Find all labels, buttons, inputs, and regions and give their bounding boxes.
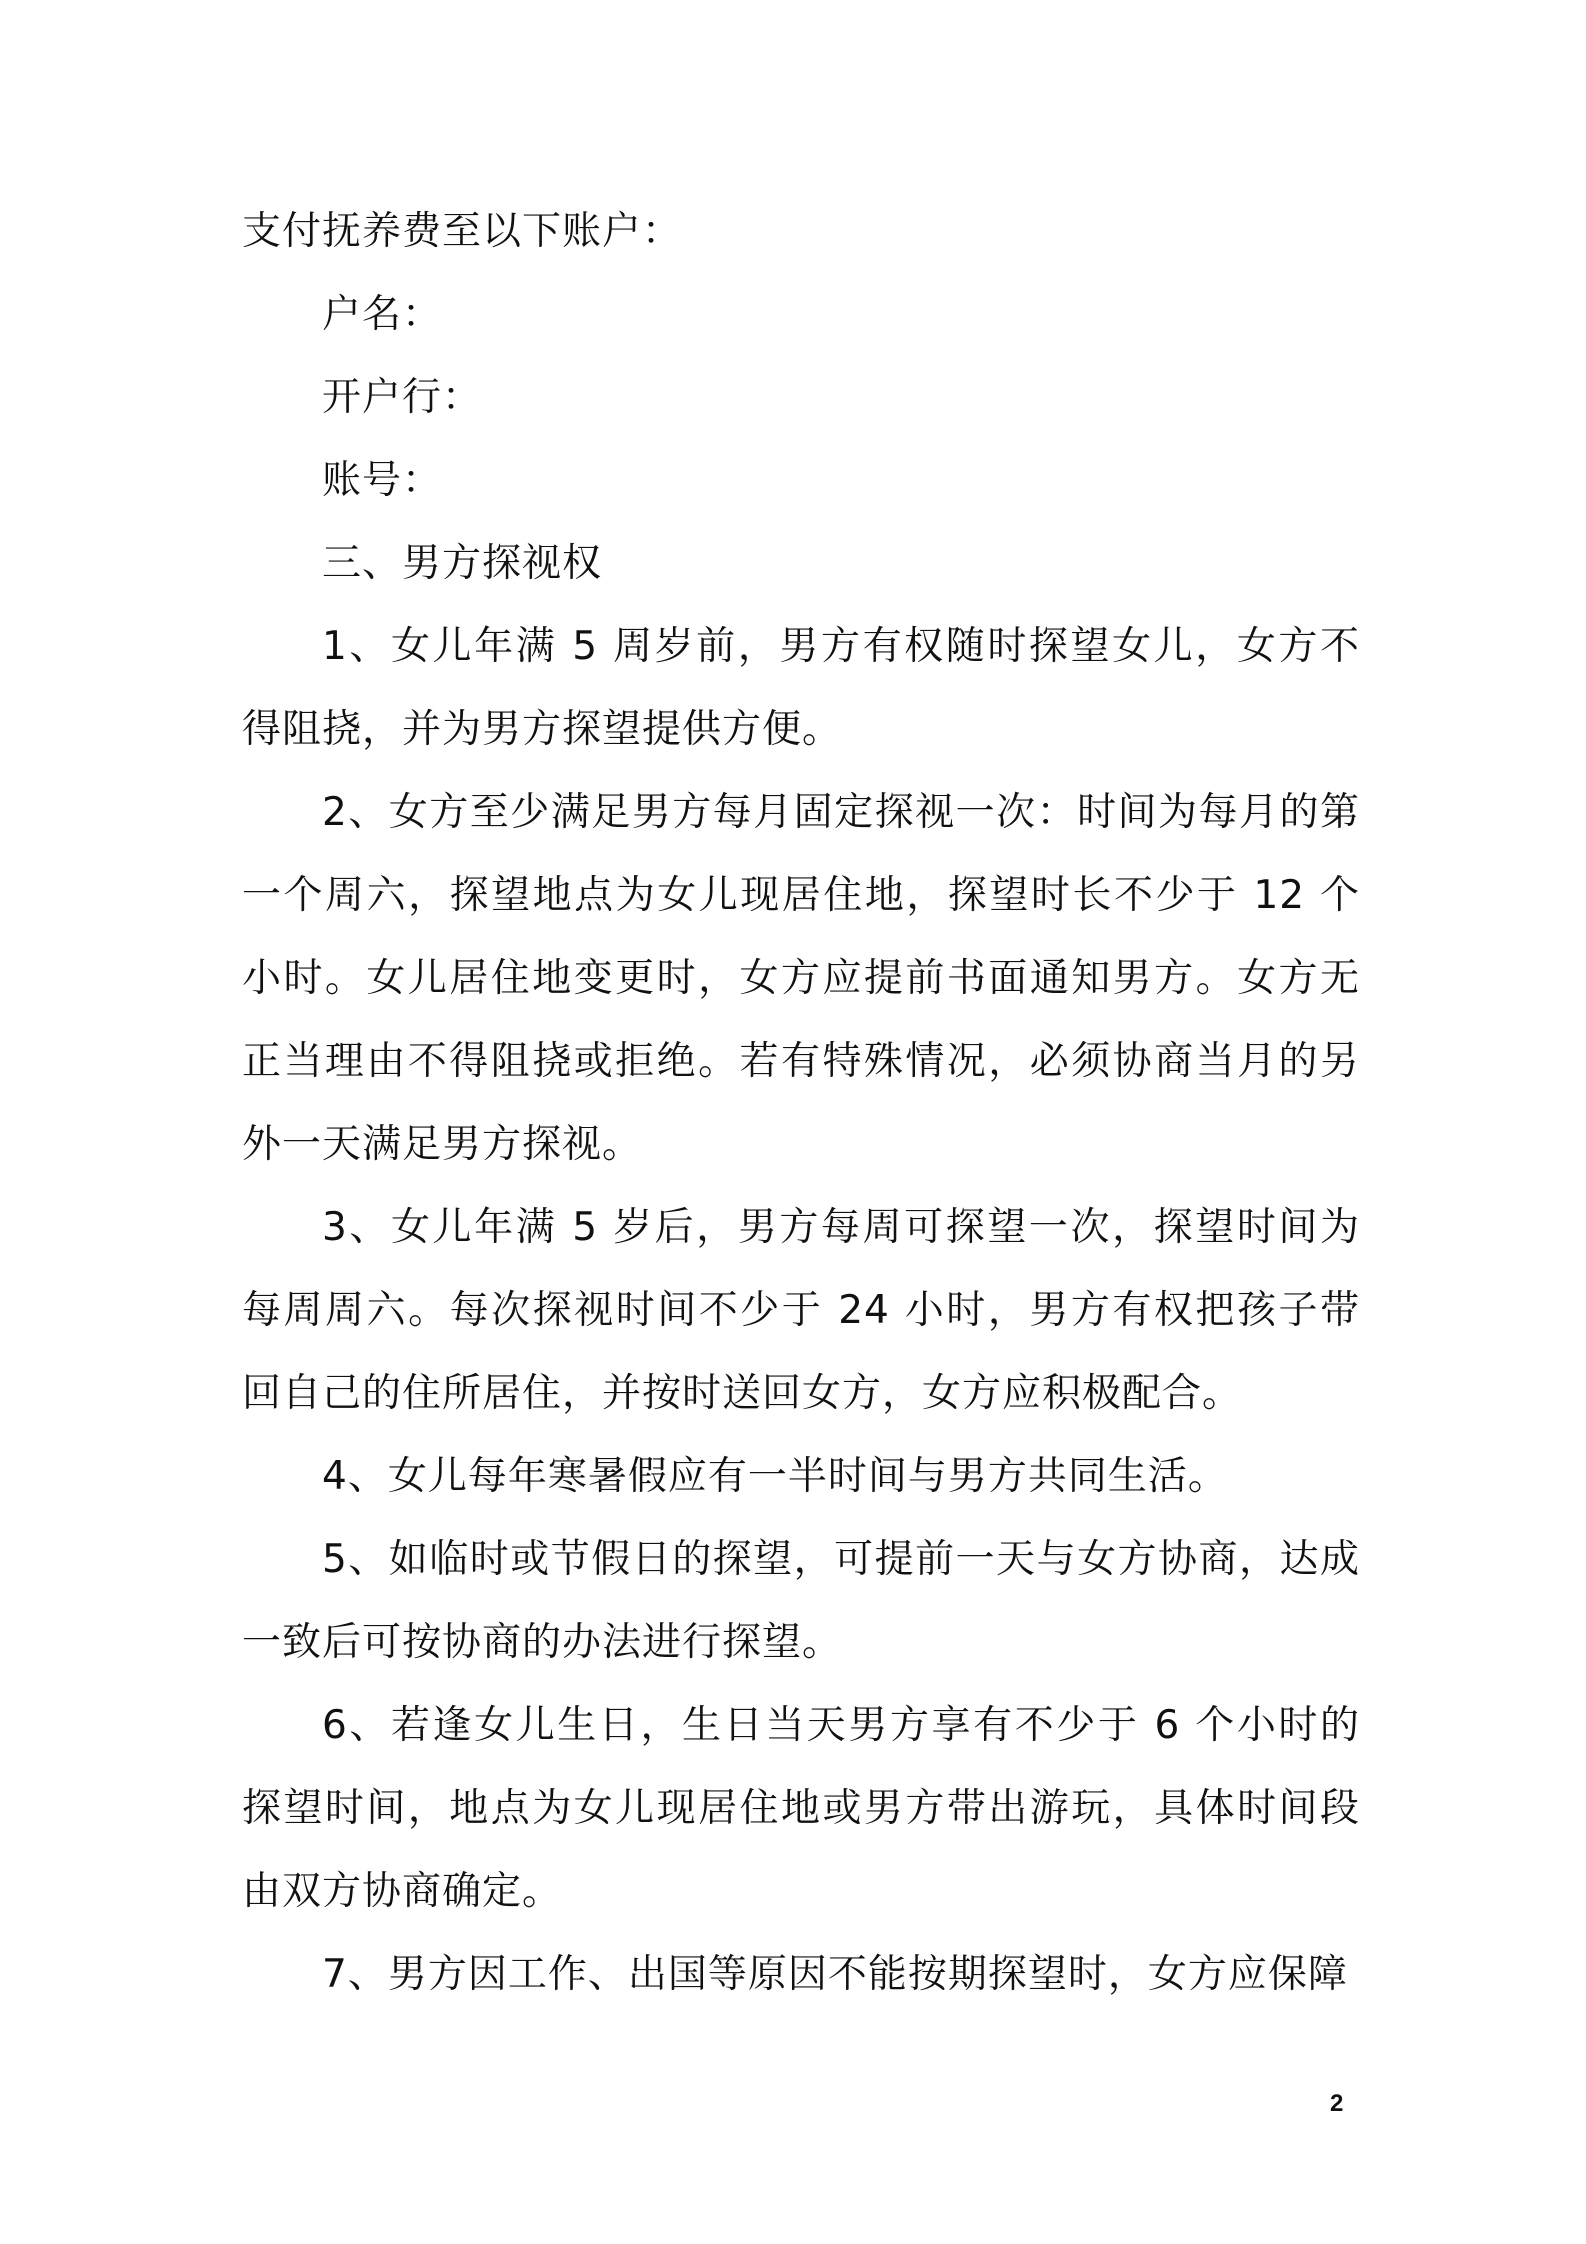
clause-3: 3、女儿年满 5 岁后，男方每周可探望一次，探望时间为每周周六。每次探视时间不少于 24 小时，男方有权把孩子带回自己的住所居住，并按时送回女方，女方应积极配合。 [242,1205,1360,1416]
section-heading-visitation: 三、男方探视权 [322,541,603,586]
clause-7: 7、男方因工作、出国等原因不能按期探望时，女方应保障 [322,1952,1348,1997]
clause-4: 4、女儿每年寒暑假应有一半时间与男方共同生活。 [322,1454,1228,1499]
account-name-line: 户名： [322,292,443,337]
account-number-line: 账号： [322,458,443,503]
clause-1: 1、女儿年满 5 周岁前，男方有权随时探望女儿，女方不得阻挠，并为男方探望提供方便。 [242,624,1360,752]
bank-line: 开户行： [322,375,483,420]
page-number: 2 [1330,2090,1344,2117]
clause-2: 2、女方至少满足男方每月固定探视一次：时间为每月的第一个周六，探望地点为女儿现居住地，探望时长不少于 12 个小时。女儿居住地变更时，女方应提前书面通知男方。女方无正当理由不得阻挠或拒绝。若有特殊情况，必须协商当月的另外一天满足男方探视。 [242,790,1360,1167]
clause-5: 5、如临时或节假日的探望，可提前一天与女方协商，达成一致后可按协商的办法进行探望。 [242,1537,1360,1665]
payment-account-intro: 支付抚养费至以下账户： [242,209,683,254]
clause-6: 6、若逢女儿生日，生日当天男方享有不少于 6 个小时的探望时间，地点为女儿现居住地或男方带出游玩，具体时间段由双方协商确定。 [242,1703,1360,1914]
document-body [242,190,1360,2016]
